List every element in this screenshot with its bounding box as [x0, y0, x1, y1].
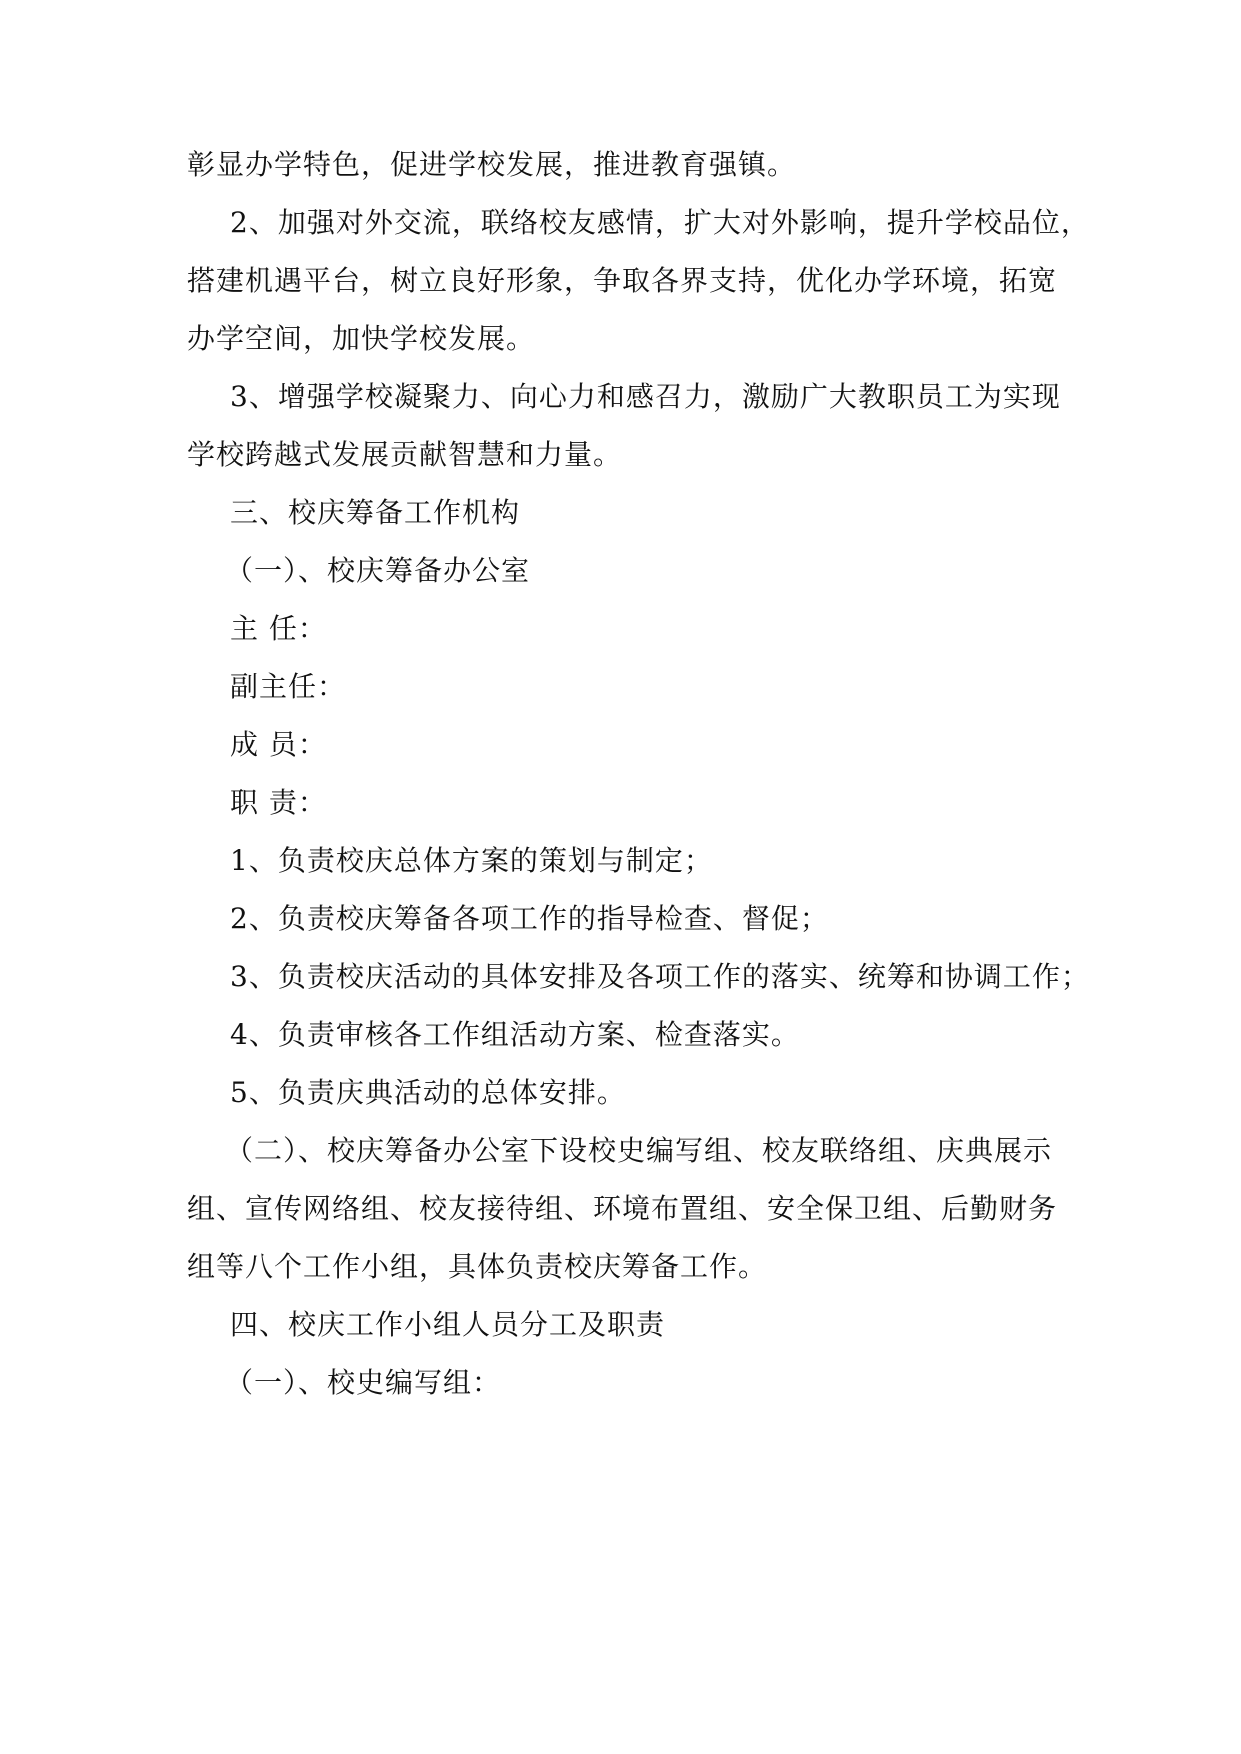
paragraph-line: 搭建机遇平台，树立良好形象，争取各界支持，优化办学环境，拓宽: [187, 264, 1058, 297]
paragraph-line: 学校跨越式发展贡献智慧和力量。: [187, 438, 623, 471]
paragraph-line: 办学空间，加快学校发展。: [187, 322, 536, 355]
paragraph-line: 组、宣传网络组、校友接待组、环境布置组、安全保卫组、后勤财务: [187, 1192, 1058, 1225]
field-label: 主 任：: [230, 612, 327, 645]
field-label: 成 员：: [230, 728, 327, 761]
section-heading: 三、校庆筹备工作机构: [230, 496, 521, 529]
subsection-heading: （一）、校庆筹备办公室: [225, 554, 531, 587]
list-item: 1、负责校庆总体方案的策划与制定；: [230, 844, 713, 877]
section-heading: 四、校庆工作小组人员分工及职责: [230, 1308, 666, 1341]
list-item: 5、负责庆典活动的总体安排。: [230, 1076, 626, 1109]
paragraph-line: 组等八个工作小组，具体负责校庆筹备工作。: [187, 1250, 768, 1283]
paragraph-line: 3、增强学校凝聚力、向心力和感召力，激励广大教职员工为实现: [230, 380, 1061, 413]
list-item: 2、负责校庆筹备各项工作的指导检查、督促；: [230, 902, 829, 935]
subsection-heading: （一）、校史编写组：: [225, 1366, 502, 1399]
list-item: 4、负责审核各工作组活动方案、检查落实。: [230, 1018, 800, 1051]
field-label: 副主任：: [230, 670, 347, 703]
list-item: 3、负责校庆活动的具体安排及各项工作的落实、统筹和协调工作；: [230, 960, 1090, 993]
paragraph-line: 2、加强对外交流，联络校友感情，扩大对外影响，提升学校品位，: [230, 206, 1090, 239]
field-label: 职 责：: [230, 786, 327, 819]
paragraph-line: 彰显办学特色，促进学校发展，推进教育强镇。: [187, 148, 797, 181]
paragraph-line: （二）、校庆筹备办公室下设校史编写组、校友联络组、庆典展示: [225, 1134, 1053, 1167]
